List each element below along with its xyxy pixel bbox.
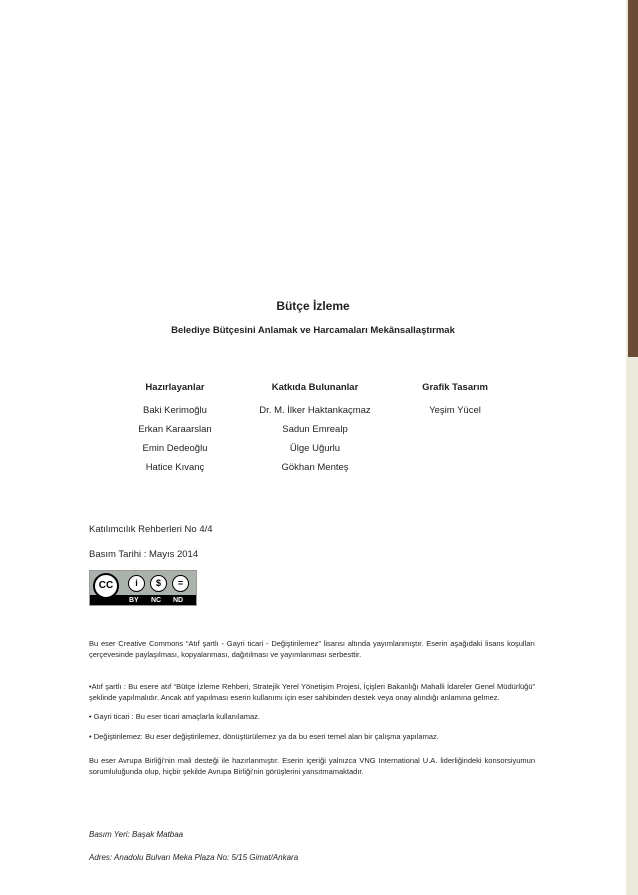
- side-strip-accent: [628, 0, 638, 357]
- printer-address: Adres: Anadolu Bulvarı Meka Plaza No: 5/15 Gimat/Ankara: [89, 853, 299, 862]
- preparer-name: Erkan Karaarslan: [138, 424, 212, 435]
- contributor-name: Ülge Uğurlu: [289, 443, 341, 454]
- cc-labels: [120, 595, 196, 606]
- eu-disclaimer: Bu eser Avrupa Birliği’nin mali desteği ile hazırlanmıştır. Eserin içeriği yalnızca VNG International U.A. liderliğindeki konsorsiyumun sorumluluğunda olup, hiçbir şekilde Avrupa Birliği’nin görüşlerini yansıtmamaktadır.: [89, 756, 535, 776]
- contributors-heading: Katkıda Bulunanlar: [271, 382, 359, 393]
- contributor-name: Dr. M. İlker Haktankaçmaz: [259, 405, 371, 416]
- print-date: Basım Tarihi : Mayıs 2014: [89, 549, 199, 560]
- cc-icon: CC: [93, 573, 119, 599]
- preparer-name: Baki Kerimoğlu: [143, 405, 207, 416]
- series-number: Katılımcılık Rehberleri No 4/4: [89, 524, 213, 535]
- attribution-icon: i: [128, 575, 145, 592]
- license-noncommercial: • Gayri ticari : Bu eser ticari amaçlarla kullanılamaz.: [89, 712, 261, 721]
- print-place: Basım Yeri: Başak Matbaa: [89, 830, 184, 839]
- designer-name: Yeşim Yücel: [429, 405, 481, 416]
- preparers-heading: Hazırlayanlar: [145, 382, 205, 393]
- cc-nd-label: ND: [173, 597, 184, 604]
- license-attribution: •Atıf şartlı : Bu esere atıf “Bütçe İzleme Rehberi, Stratejik Yerel Yönetişim Projesi, İçişleri Bakanlığı Mahalli İdareler Genel Müdürlüğü” şeklinde yapılmalıdır. Ancak atıf yapılması eserin kullanımı için eser sahibinden destek veya onay alındığı anlamına gelmez.: [89, 682, 535, 702]
- contributor-name: Sadun Emrealp: [282, 424, 348, 435]
- cc-nc-label: NC: [151, 597, 162, 604]
- document-subtitle: Belediye Bütçesini Anlamak ve Harcamaları Mekânsallaştırmak: [171, 325, 455, 336]
- license-paragraph: Bu eser Creative Commons “Atıf şartlı - Gayri ticari - Değiştirilemez” lisansı altında yayımlanmıştır. Eserin aşağıdaki lisans koşulları çerçevesinde paylaşılması, kopyalanması, dağıtılması ve yayımlanması serbesttir.: [89, 639, 535, 659]
- credits-preparers: [95, 382, 255, 477]
- credits-contributors: [235, 382, 395, 477]
- credits-graphic-design: [375, 382, 535, 420]
- graphic-design-heading: Grafik Tasarım: [422, 382, 488, 393]
- noderivatives-icon: =: [172, 575, 189, 592]
- preparer-name: Emin Dedeoğlu: [142, 443, 208, 454]
- preparer-name: Hatice Kıvanç: [145, 462, 205, 473]
- cc-by-label: BY: [129, 597, 139, 604]
- cc-license-badge: [89, 570, 197, 606]
- noncommercial-icon: $: [150, 575, 167, 592]
- contributor-name: Gökhan Menteş: [281, 462, 349, 473]
- document-title: Bütçe İzleme: [276, 299, 350, 313]
- license-noderivatives: • Değiştirilemez: Bu eser değiştirilemez, dönüştürülemez ya da bu eseri temel alan bir çalışma yapılamaz.: [89, 732, 439, 741]
